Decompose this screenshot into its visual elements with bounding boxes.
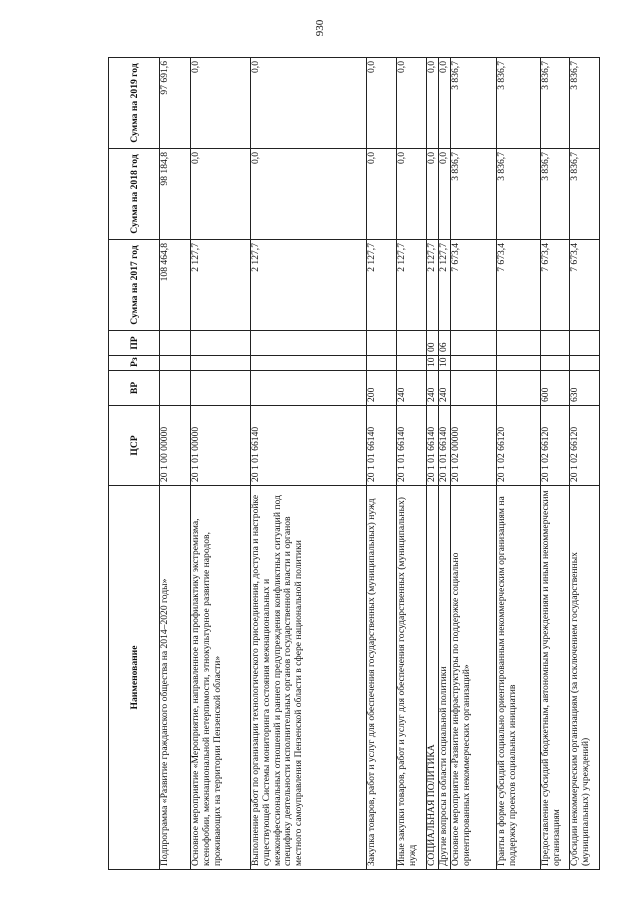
- cell-name: Подпрограмма «Развитие гражданского общества на 2014–2020 годы»: [160, 486, 191, 870]
- table-row: [160, 58, 191, 870]
- cell-2017: 2 127,7: [367, 240, 397, 331]
- cell-vr: [191, 371, 251, 406]
- cell-pr: [191, 331, 251, 356]
- cell-2019: 3 836,7: [570, 58, 600, 149]
- cell-2018: 0,0: [397, 149, 427, 240]
- table-row: [191, 58, 251, 870]
- table-row: [397, 58, 427, 870]
- cell-rz: [397, 356, 427, 371]
- cell-vr: [451, 371, 497, 406]
- cell-rz: [367, 356, 397, 371]
- header-2018: Сумма на 2018 год: [109, 149, 160, 240]
- cell-pr: [541, 331, 570, 356]
- page-number: 930: [314, 19, 326, 37]
- cell-vr: [497, 371, 541, 406]
- cell-2018: 0,0: [251, 149, 367, 240]
- cell-2018: 0,0: [367, 149, 397, 240]
- cell-2019: 97 691,6: [160, 58, 191, 149]
- cell-2017: 108 464,8: [160, 240, 191, 331]
- cell-2017: 7 673,4: [451, 240, 497, 331]
- header-pr: ПР: [109, 331, 160, 356]
- table-row: [439, 58, 451, 870]
- cell-name: Закупка товаров, работ и услуг для обеспечения государственных (муниципальных) нужд: [367, 486, 397, 870]
- cell-2019: 0,0: [427, 58, 439, 149]
- cell-csr: 20 1 01 66140: [367, 406, 397, 486]
- cell-2019: 3 836,7: [497, 58, 541, 149]
- cell-csr: 20 1 01 66140: [439, 406, 451, 486]
- cell-2019: 0,0: [397, 58, 427, 149]
- cell-rz: [541, 356, 570, 371]
- cell-vr: 240: [397, 371, 427, 406]
- cell-2018: 3 836,7: [451, 149, 497, 240]
- cell-rz: [451, 356, 497, 371]
- cell-rz: [497, 356, 541, 371]
- cell-2017: 2 127,7: [397, 240, 427, 331]
- cell-name: Предоставление субсидий бюджетным, автономным учреждениям и иным некоммерческим организациям: [541, 486, 570, 870]
- cell-2017: 2 127,7: [251, 240, 367, 331]
- cell-name: СОЦИАЛЬНАЯ ПОЛИТИКА: [427, 486, 439, 870]
- cell-name: Другие вопросы в области социальной политики: [439, 486, 451, 870]
- budget-table: [108, 57, 600, 870]
- cell-rz: [251, 356, 367, 371]
- cell-rz: [160, 356, 191, 371]
- cell-csr: 20 1 01 00000: [191, 406, 251, 486]
- table-header-row: [109, 58, 160, 870]
- cell-2018: 3 836,7: [570, 149, 600, 240]
- cell-name: Гранты в форме субсидий социально ориентированным некоммерческим организациям на поддержку проектов социальных инициатив: [497, 486, 541, 870]
- table-row: [427, 58, 439, 870]
- cell-vr: 630: [570, 371, 600, 406]
- table-row: [251, 58, 367, 870]
- cell-pr: [251, 331, 367, 356]
- header-2017: Сумма на 2017 год: [109, 240, 160, 331]
- cell-2019: 0,0: [251, 58, 367, 149]
- header-rz: Рз: [109, 356, 160, 371]
- cell-pr: 06: [439, 331, 451, 356]
- cell-pr: [451, 331, 497, 356]
- table-row: [497, 58, 541, 870]
- cell-2017: 7 673,4: [541, 240, 570, 331]
- cell-name: Выполнение работ по организации технологического присоединения, доступа и настройке существующей Системы мониторинга состояния межнациональных и межконфессиональных отношений и раннего предупреждения конфликтных ситуаций под специфику деятельности исполнительных органов государственной власти и органов местного самоуправления Пензенской области в сфере национальной политики: [251, 486, 367, 870]
- cell-csr: 20 1 00 00000: [160, 406, 191, 486]
- cell-2019: 3 836,7: [541, 58, 570, 149]
- cell-2019: 0,0: [439, 58, 451, 149]
- cell-csr: 20 1 02 66120: [497, 406, 541, 486]
- cell-vr: [160, 371, 191, 406]
- cell-csr: 20 1 01 66140: [251, 406, 367, 486]
- cell-name: Иные закупки товаров, работ и услуг для обеспечения государственных (муниципальных) нужд: [397, 486, 427, 870]
- cell-csr: 20 1 02 66120: [541, 406, 570, 486]
- cell-csr: 20 1 02 66120: [570, 406, 600, 486]
- cell-pr: 00: [427, 331, 439, 356]
- cell-vr: 200: [367, 371, 397, 406]
- cell-2018: 98 184,8: [160, 149, 191, 240]
- cell-vr: 240: [427, 371, 439, 406]
- cell-rz: [191, 356, 251, 371]
- cell-2017: 2 127,7: [427, 240, 439, 331]
- cell-vr: [251, 371, 367, 406]
- cell-name: Основное мероприятие «Развитие инфраструктуры по поддержке социально ориентированных некоммерческих организаций»: [451, 486, 497, 870]
- cell-2018: 0,0: [439, 149, 451, 240]
- table-row: [451, 58, 497, 870]
- cell-2018: 0,0: [191, 149, 251, 240]
- header-vr: ВР: [109, 371, 160, 406]
- cell-pr: [397, 331, 427, 356]
- cell-2017: 2 127,7: [191, 240, 251, 331]
- rotated-table-container: [108, 58, 591, 870]
- header-csr: ЦСР: [109, 406, 160, 486]
- table-row: [570, 58, 600, 870]
- cell-name: Субсидии некоммерческим организациям (за исключением государственных (муниципальных) учреждений): [570, 486, 600, 870]
- cell-2019: 0,0: [367, 58, 397, 149]
- cell-2019: 0,0: [191, 58, 251, 149]
- cell-rz: [570, 356, 600, 371]
- cell-pr: [497, 331, 541, 356]
- cell-csr: 20 1 01 66140: [397, 406, 427, 486]
- cell-pr: [367, 331, 397, 356]
- cell-2018: 3 836,7: [497, 149, 541, 240]
- cell-2018: 3 836,7: [541, 149, 570, 240]
- cell-vr: 600: [541, 371, 570, 406]
- cell-csr: 20 1 02 00000: [451, 406, 497, 486]
- cell-2017: 7 673,4: [497, 240, 541, 331]
- table-row: [541, 58, 570, 870]
- header-2019: Сумма на 2019 год: [109, 58, 160, 149]
- table-row: [367, 58, 397, 870]
- cell-csr: 20 1 01 66140: [427, 406, 439, 486]
- cell-2017: 2 127,7: [439, 240, 451, 331]
- cell-pr: [160, 331, 191, 356]
- cell-name: Основное мероприятие «Мероприятие, направленное на профилактику экстремизма, ксенофобии, межнациональной нетерпимости, этнокультурное развитие народов, проживающих на территории Пензенской области»: [191, 486, 251, 870]
- cell-2017: 7 673,4: [570, 240, 600, 331]
- cell-rz: 10: [427, 356, 439, 371]
- cell-pr: [570, 331, 600, 356]
- cell-rz: 10: [439, 356, 451, 371]
- cell-vr: 240: [439, 371, 451, 406]
- cell-2018: 0,0: [427, 149, 439, 240]
- header-name: Наименование: [109, 486, 160, 870]
- cell-2019: 3 836,7: [451, 58, 497, 149]
